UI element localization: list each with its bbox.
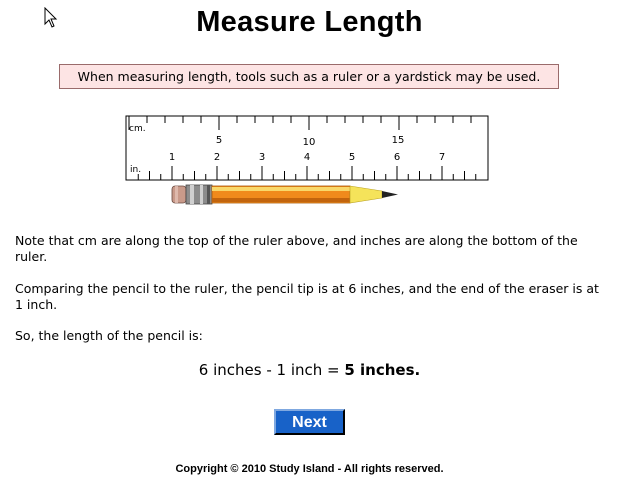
- hint-box: When measuring length, tools such as a ruler or a yardstick may be used.: [59, 64, 559, 89]
- equation-answer: 5 inches.: [344, 361, 421, 379]
- copyright-notice: Copyright © 2010 Study Island - All rights reserved.: [175, 463, 444, 475]
- cm-label-10: 10: [302, 137, 316, 148]
- instruction-paragraph-2: Comparing the pencil to the ruler, the pencil tip is at 6 inches, and the end of the eraser is at 1 inch.: [15, 281, 599, 312]
- instruction-paragraph-3: So, the length of the pencil is:: [15, 328, 203, 343]
- instruction-paragraph-1: Note that cm are along the top of the ruler above, and inches are along the bottom of the ruler.: [15, 233, 578, 264]
- ruler: [126, 116, 488, 180]
- inch-label-4: 4: [303, 152, 311, 163]
- inch-label-7: 7: [438, 152, 446, 163]
- inch-label-3: 3: [258, 152, 266, 163]
- page-title: Measure Length: [196, 6, 423, 38]
- cm-label-5: 5: [215, 135, 223, 146]
- cm-unit-label: cm.: [129, 124, 146, 134]
- inch-label-5: 5: [348, 152, 356, 163]
- ruler-illustration: [0, 0, 619, 215]
- inch-label-6: 6: [393, 152, 401, 163]
- equation-expression: 6 inches - 1 inch =: [198, 361, 345, 379]
- inch-label-1: 1: [168, 152, 176, 163]
- inch-label-2: 2: [213, 152, 221, 163]
- next-button[interactable]: Next: [274, 409, 345, 435]
- pencil-image: [172, 185, 398, 204]
- cm-label-15: 15: [391, 135, 405, 146]
- inch-unit-label: in.: [130, 165, 142, 175]
- length-equation: [0, 361, 619, 379]
